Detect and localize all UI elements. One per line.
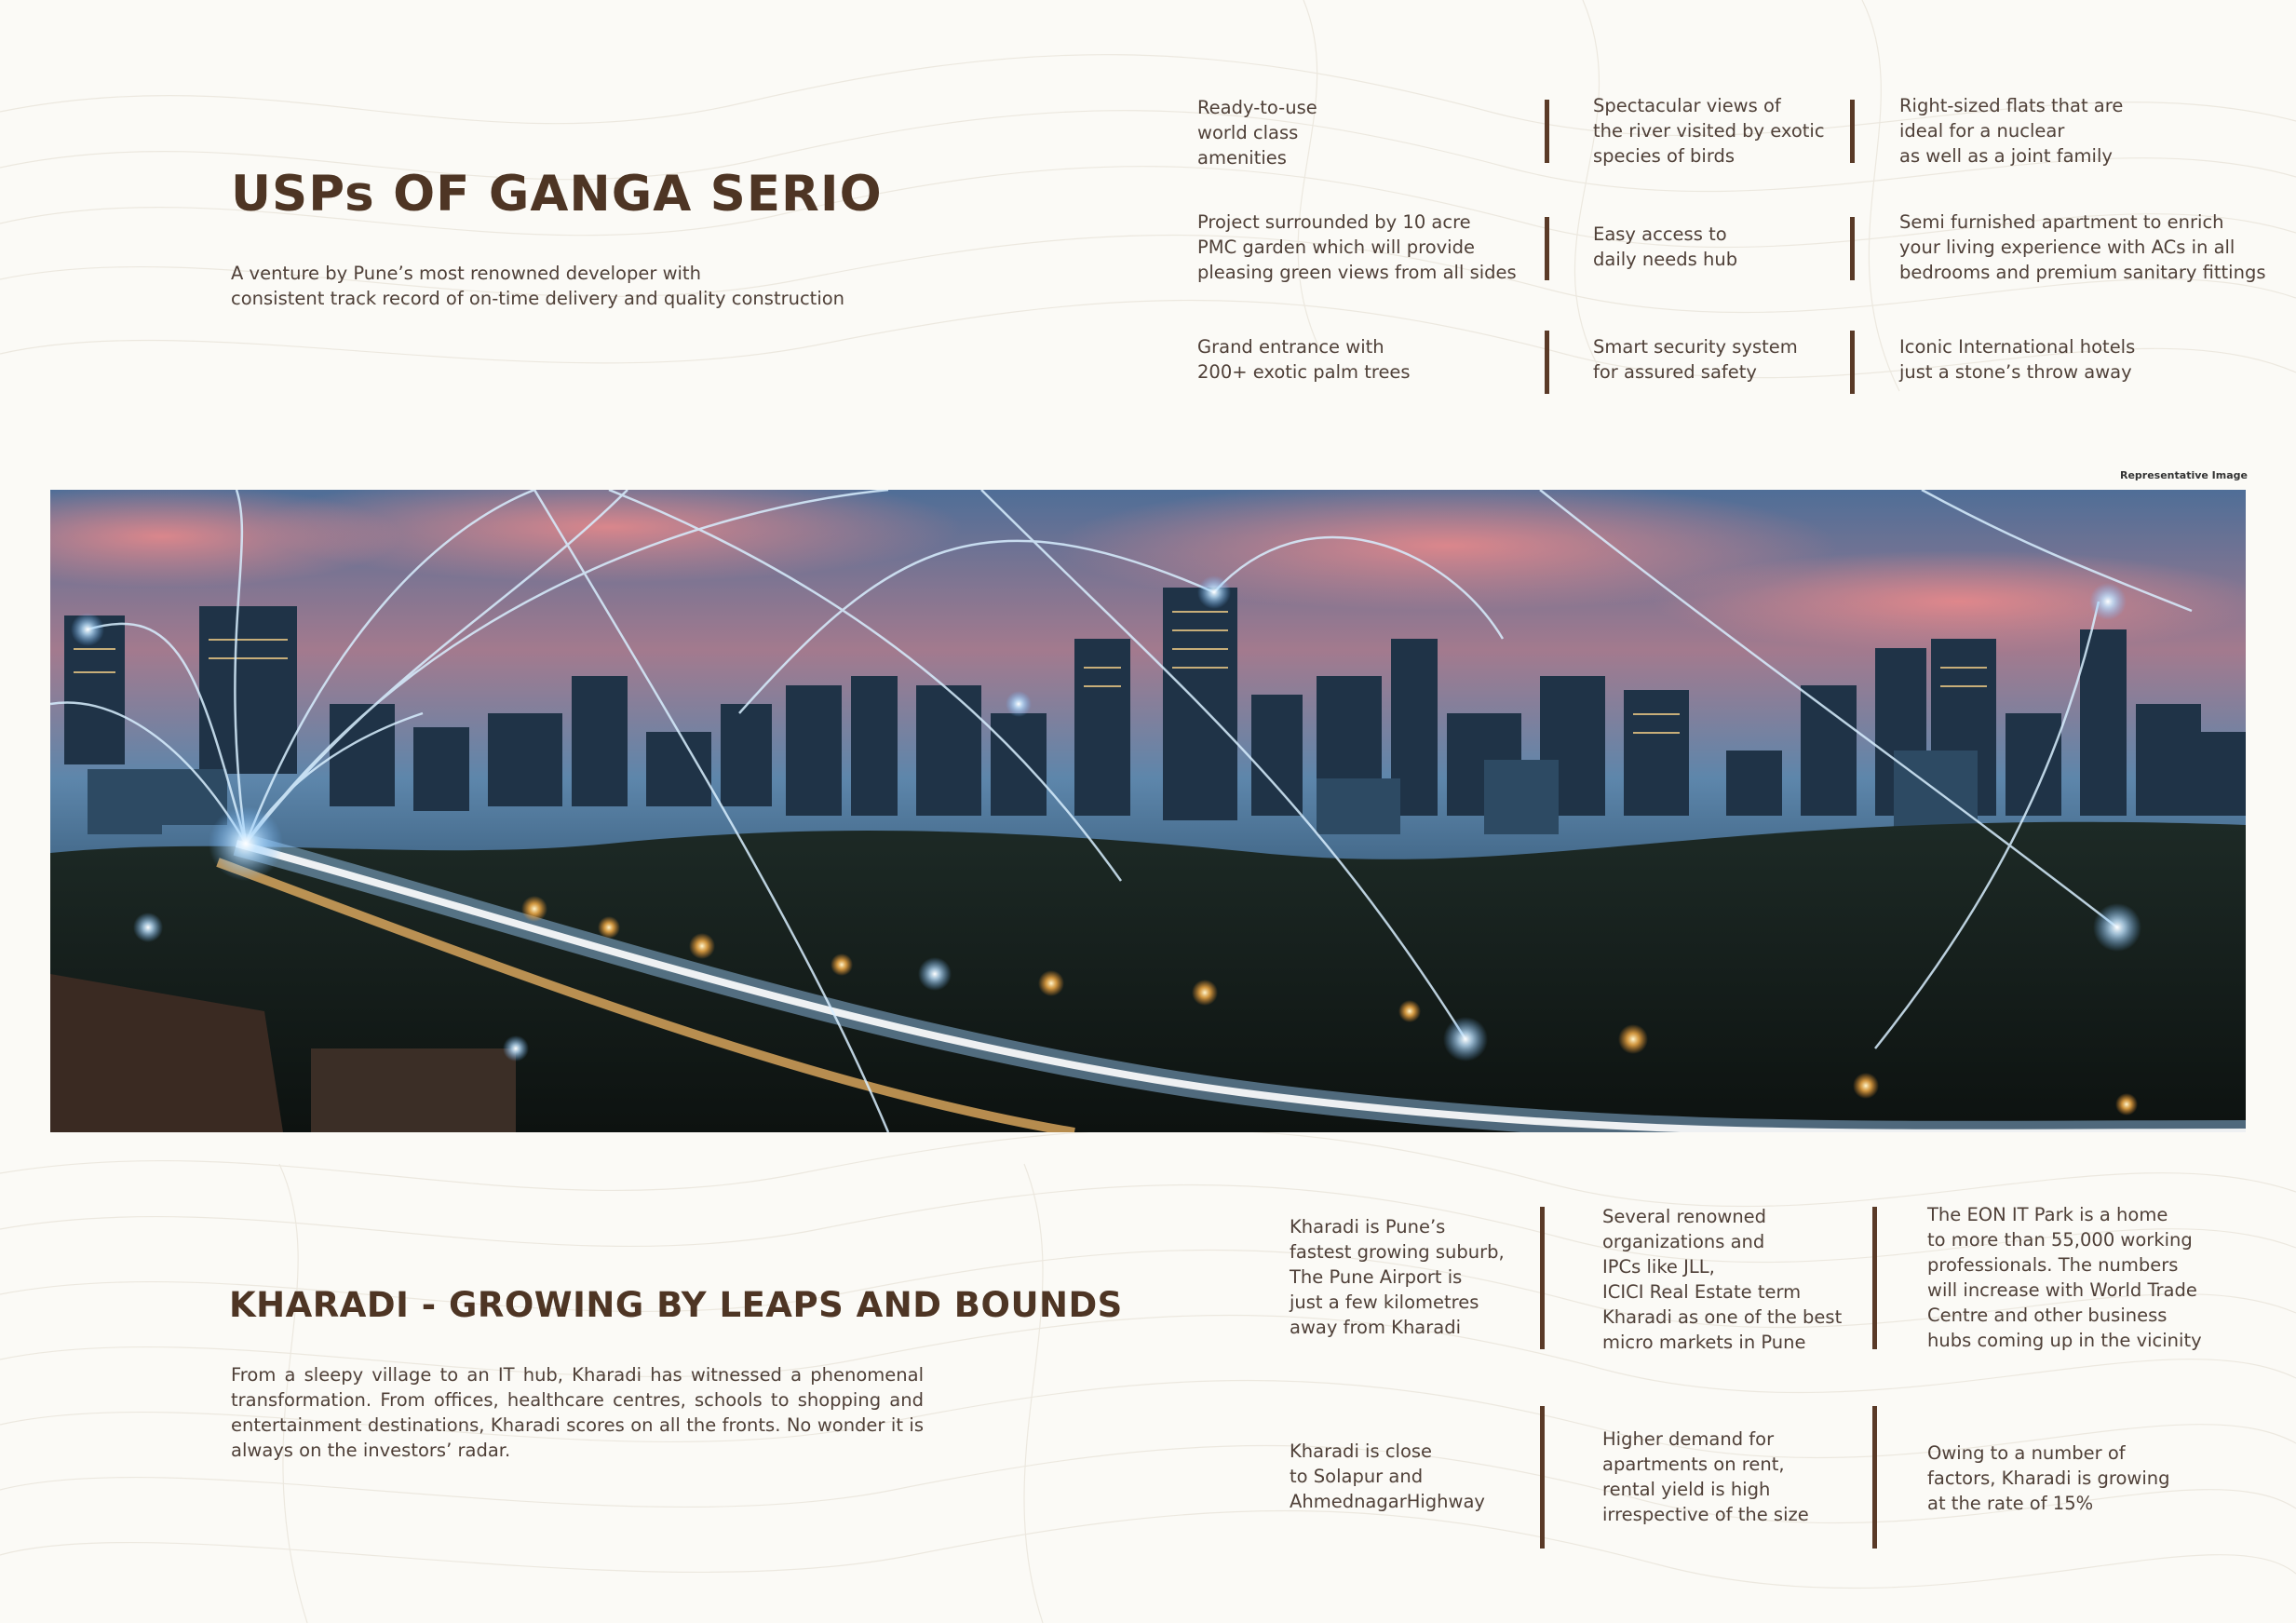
divider-bar — [1545, 217, 1549, 280]
kharadi-line: will increase with World Trade — [1927, 1279, 2197, 1301]
usp-item-grand-entrance — [1197, 334, 1411, 385]
usp-item-security — [1593, 334, 1798, 385]
kharadi-line: away from Kharadi — [1290, 1317, 1462, 1338]
kharadi-line: rental yield is high — [1602, 1479, 1771, 1500]
kharadi-line: apartments on rent, — [1602, 1454, 1785, 1475]
kharadi-line: AhmednagarHighway — [1290, 1491, 1485, 1512]
city-skyline-illustration — [50, 490, 2246, 1132]
divider-bar — [1872, 1207, 1877, 1349]
kharadi-item-organizations — [1602, 1204, 1842, 1355]
kharadi-item-rental-yield — [1602, 1427, 1809, 1527]
kharadi-line: micro markets in Pune — [1602, 1332, 1806, 1353]
kharadi-item-growth-rate — [1927, 1440, 2170, 1516]
kharadi-line: Kharadi is Pune’s — [1290, 1216, 1446, 1238]
kharadi-line: IPCs like JLL, — [1602, 1256, 1715, 1278]
divider-bar — [1540, 1207, 1545, 1349]
usp-line: ideal for a nuclear — [1899, 120, 2065, 142]
usp-item-semi-furnished — [1899, 210, 2266, 285]
divider-bar — [1545, 331, 1549, 394]
kharadi-line: professionals. The numbers — [1927, 1254, 2179, 1276]
usp-item-right-sized-flats — [1899, 93, 2123, 169]
kharadi-line: The Pune Airport is — [1290, 1266, 1463, 1288]
usp-line: for assured safety — [1593, 361, 1757, 383]
usp-line: just a stone’s throw away — [1899, 361, 2132, 383]
kharadi-line: Owing to a number of — [1927, 1442, 2126, 1464]
divider-bar — [1872, 1406, 1877, 1549]
kharadi-line: The EON IT Park is a home — [1927, 1204, 2168, 1225]
usp-line: daily needs hub — [1593, 249, 1738, 270]
usp-line: PMC garden which will provide — [1197, 237, 1475, 258]
usp-line: Spectacular views of — [1593, 95, 1781, 116]
usp-line: Grand entrance with — [1197, 336, 1384, 358]
kharadi-line: fastest growing suburb, — [1290, 1241, 1505, 1263]
usps-intro-line: consistent track record of on-time delivery and quality construction — [231, 288, 845, 309]
usp-line: pleasing green views from all sides — [1197, 262, 1517, 283]
usps-intro-line: A venture by Pune’s most renowned developer with — [231, 263, 701, 284]
kharadi-line: Centre and other business — [1927, 1305, 2168, 1326]
usp-line: Easy access to — [1593, 223, 1727, 245]
divider-bar — [1540, 1406, 1545, 1549]
image-caption: Representative Image — [2119, 469, 2248, 481]
kharadi-line: Kharadi is close — [1290, 1440, 1433, 1462]
kharadi-item-eon-it-park — [1927, 1202, 2202, 1353]
divider-bar — [1850, 331, 1855, 394]
usp-line: Smart security system — [1593, 336, 1798, 358]
usp-line: Semi furnished apartment to enrich — [1899, 211, 2224, 233]
usp-item-river-views — [1593, 93, 1825, 169]
usp-line: amenities — [1197, 147, 1287, 169]
kharadi-line: organizations and — [1602, 1231, 1765, 1252]
kharadi-line: Higher demand for — [1602, 1428, 1775, 1450]
usp-item-hotels — [1899, 334, 2135, 385]
usp-line: bedrooms and premium sanitary fittings — [1899, 262, 2266, 283]
usp-item-amenities — [1197, 95, 1317, 170]
usp-line: Right-sized flats that are — [1899, 95, 2124, 116]
divider-bar — [1545, 100, 1549, 163]
usp-line: Iconic International hotels — [1899, 336, 2136, 358]
kharadi-line: ICICI Real Estate term — [1602, 1281, 1802, 1303]
kharadi-line: Several renowned — [1602, 1206, 1767, 1227]
usp-line: the river visited by exotic — [1593, 120, 1825, 142]
kharadi-item-airport — [1290, 1214, 1505, 1340]
kharadi-paragraph: From a sleepy village to an IT hub, Kharadi has witnessed a phenomenal transformation. From offices, healthcare centres, schools to shopping and entertainment destinations, Kharadi scores on all the fronts. No wonder it is always on the investors’ radar. — [231, 1364, 924, 1461]
kharadi-line: Kharadi as one of the best — [1602, 1306, 1843, 1328]
kharadi-line: at the rate of 15% — [1927, 1493, 2094, 1514]
divider-bar — [1850, 217, 1855, 280]
usps-intro — [231, 261, 883, 311]
kharadi-line: to Solapur and — [1290, 1466, 1424, 1487]
usp-item-pmc-garden — [1197, 210, 1517, 285]
usp-line: world class — [1197, 122, 1299, 143]
usp-line: Project surrounded by 10 acre — [1197, 211, 1471, 233]
kharadi-line: irrespective of the size — [1602, 1504, 1809, 1525]
usp-line: species of birds — [1593, 145, 1736, 167]
kharadi-item-highway — [1290, 1439, 1485, 1514]
usp-item-daily-needs — [1593, 222, 1737, 272]
usp-line: your living experience with ACs in all — [1899, 237, 2235, 258]
kharadi-line: to more than 55,000 working — [1927, 1229, 2193, 1251]
kharadi-line: just a few kilometres — [1290, 1292, 1479, 1313]
usps-heading: USPs OF GANGA SERIO — [231, 166, 883, 223]
kharadi-line: hubs coming up in the vicinity — [1927, 1330, 2202, 1351]
usp-line: 200+ exotic palm trees — [1197, 361, 1411, 383]
usp-line: as well as a joint family — [1899, 145, 2113, 167]
divider-bar — [1850, 100, 1855, 163]
usp-line: Ready-to-use — [1197, 97, 1317, 118]
kharadi-heading: KHARADI - GROWING BY LEAPS AND BOUNDS — [229, 1285, 1123, 1325]
city-skyline-photo — [50, 490, 2246, 1132]
kharadi-line: factors, Kharadi is growing — [1927, 1467, 2170, 1489]
